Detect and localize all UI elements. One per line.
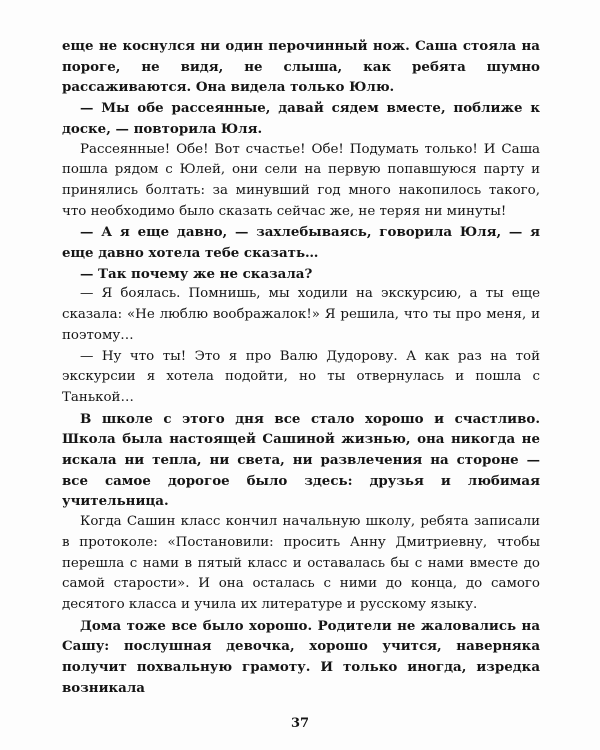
page-text	[62, 36, 540, 699]
paragraph-4: — А я еще давно, — захлебываясь, говорила Юля, — я еще давно хотела тебе сказать…	[62, 224, 540, 262]
paragraph-7: — Ну что ты! Это я про Валю Дудорову. А как раз на той экскурсии я хотела подойти, но ты отвернулась и пошла с Танькой…	[62, 348, 540, 405]
paragraph-2: — Мы обе рассеянные, давай сядем вместе, поближе к доске, — повторила Юля.	[62, 100, 540, 137]
paragraph-1: еще не коснулся ни один перочинный нож. Саша стояла на пороге, не видя, не слыша, как ребята шумно рассаживаются. Она видела только Юлю.	[62, 38, 540, 96]
paragraph-9: Когда Сашин класс кончил начальную школу, ребята записали в протоколе: «Постановили: просить Анну Дмитриевну, чтобы перешла с нами в пятый класс и оставалась бы с нами вместе до самой старости». И она осталась с ними до конца, до самого десятого класса и учила их литературе и русскому языку.	[62, 514, 540, 612]
paragraph-8: В школе с этого дня все стало хорошо и счастливо. Школа была настоящей Сашиной жизнью, она никогда не искала ни тепла, ни света, ни развлечения на стороне — все самое дорогое было здесь: друзья и любимая учительница.	[62, 410, 540, 510]
paragraph-5: — Так почему же не сказала?	[80, 265, 313, 282]
paragraph-10: Дома тоже все было хорошо. Родители не жаловались на Сашу: послушная девочка, хорошо учится, наверняка получит похвальную грамоту. И только иногда, изредка возникала	[62, 617, 540, 696]
paragraph-6: — Я боялась. Помнишь, мы ходили на экскурсию, а ты еще сказала: «Не люблю воображалок!» Я решила, что ты про меня, и поэтому…	[62, 286, 540, 343]
page-number: 37	[290, 716, 310, 731]
paragraph-3: Рассеянные! Обе! Вот счастье! Обе! Подумать только! И Саша пошла рядом с Юлей, они сели на первую попавшуюся парту и принялись болтать: за минувший год много накопилось такого, что необходимо было сказать сейчас же, не теряя ни минуты!	[62, 141, 540, 219]
